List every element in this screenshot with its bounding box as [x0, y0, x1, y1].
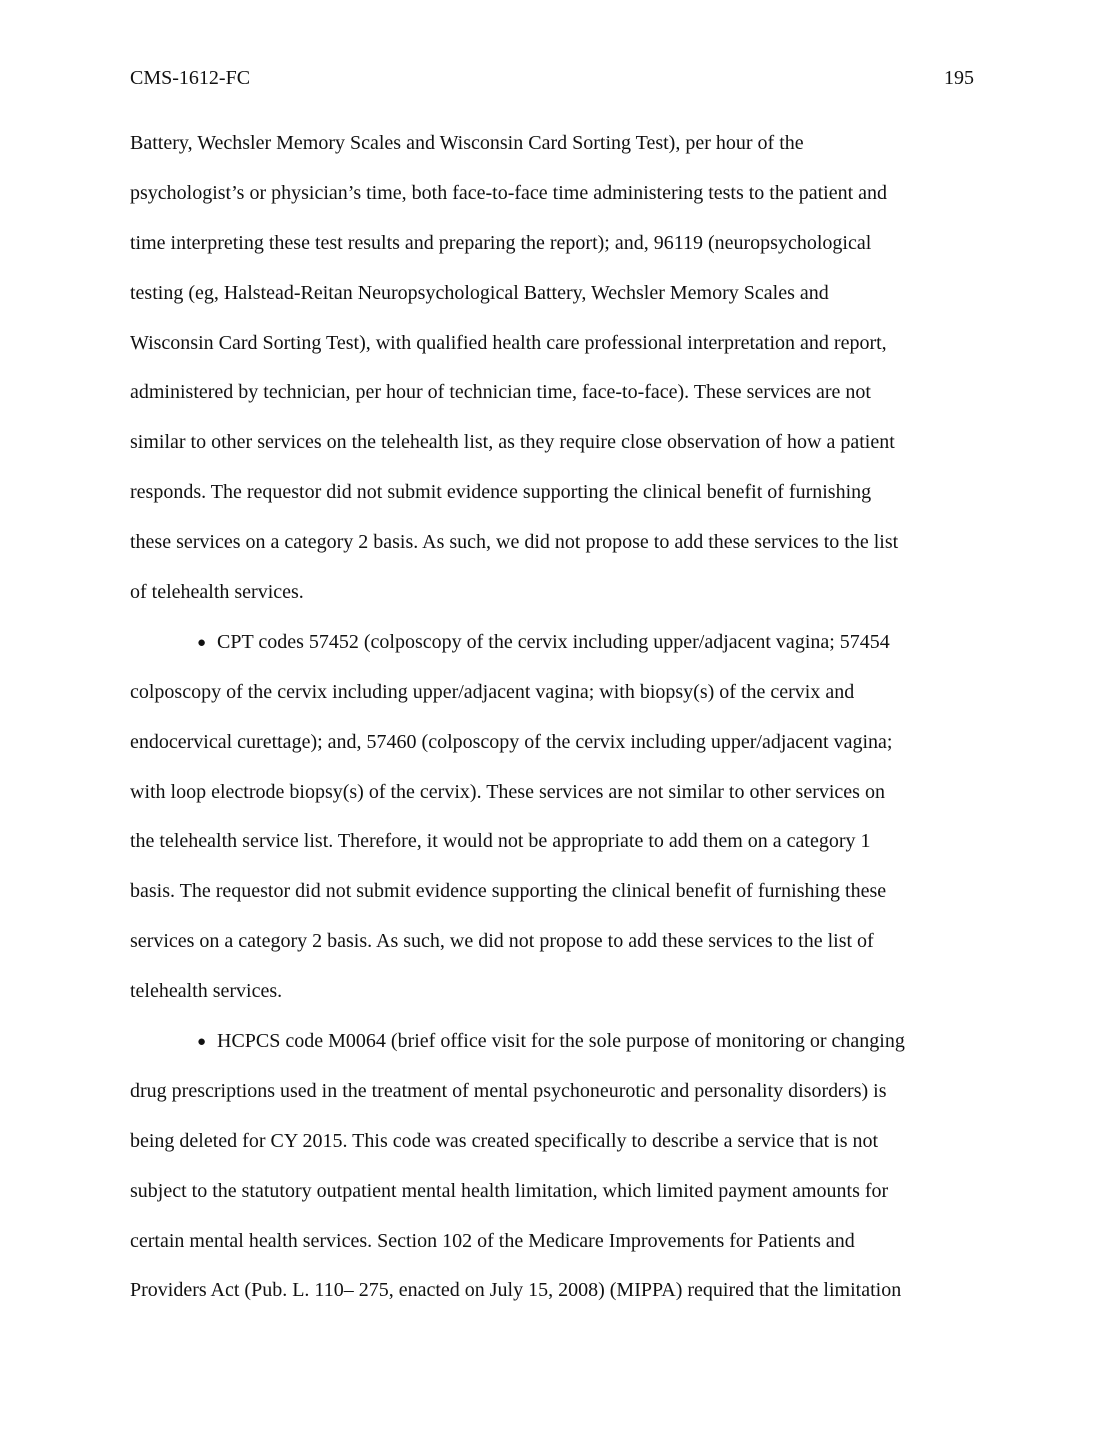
- text-line: services on a category 2 basis. As such, we did not propose to add these services to the list of: [130, 930, 874, 953]
- bullet-item-cpt-codes: [130, 627, 975, 1026]
- text-line: the telehealth service list. Therefore, it would not be appropriate to add them on a category 1: [130, 830, 871, 853]
- text-line: telehealth services.: [130, 980, 283, 1003]
- page-number: 195: [944, 67, 974, 89]
- text-line: these services on a category 2 basis. As such, we did not propose to add these services to the list: [130, 531, 899, 554]
- text-line: subject to the statutory outpatient mental health limitation, which limited payment amounts for: [130, 1179, 889, 1202]
- text-line: HCPCS code M0064 (brief office visit for the sole purpose of monitoring or changing: [217, 1030, 905, 1053]
- text-line: with loop electrode biopsy(s) of the cervix). These services are not similar to other services on: [130, 780, 885, 803]
- text-line: similar to other services on the telehealth list, as they require close observation of how a patient: [130, 431, 895, 454]
- bullet-icon: ●: [197, 1034, 207, 1051]
- text-line: psychologist’s or physician’s time, both face-to-face time administering tests to the patient and: [130, 181, 888, 204]
- text-line: being deleted for CY 2015. This code was created specifically to describe a service that is not: [130, 1129, 879, 1152]
- text-line: CPT codes 57452 (colposcopy of the cervix including upper/adjacent vagina; 57454: [217, 630, 890, 653]
- text-line: endocervical curettage); and, 57460 (colposcopy of the cervix including upper/adjacent vagina;: [130, 730, 893, 753]
- text-line: testing (eg, Halstead-Reitan Neuropsychological Battery, Wechsler Memory Scales and: [130, 281, 829, 304]
- paragraph-continued: [130, 128, 975, 627]
- text-line: Providers Act (Pub. L. 110– 275, enacted on July 15, 2008) (MIPPA) required that the limitation: [130, 1279, 902, 1302]
- text-line: responds. The requestor did not submit evidence supporting the clinical benefit of furnishing: [130, 481, 872, 504]
- text-line: Wisconsin Card Sorting Test), with qualified health care professional interpretation and report,: [130, 331, 887, 354]
- bullet-icon: ●: [197, 634, 207, 651]
- text-line: Battery, Wechsler Memory Scales and Wisconsin Card Sorting Test), per hour of the: [130, 132, 804, 154]
- text-line: of telehealth services.: [130, 581, 304, 604]
- text-line: time interpreting these test results and preparing the report); and, 96119 (neuropsychological: [130, 231, 872, 254]
- text-line: colposcopy of the cervix including upper/adjacent vagina; with biopsy(s) of the cervix and: [130, 680, 855, 703]
- text-line: certain mental health services. Section 102 of the Medicare Improvements for Patients and: [130, 1229, 855, 1252]
- document-id: CMS-1612-FC: [130, 67, 251, 89]
- bullet-item-hcpcs-code: [130, 1026, 975, 1325]
- text-line: basis. The requestor did not submit evidence supporting the clinical benefit of furnishing these: [130, 880, 887, 903]
- text-line: administered by technician, per hour of technician time, face-to-face). These services are not: [130, 381, 871, 404]
- text-line: drug prescriptions used in the treatment of mental psychoneurotic and personality disorders) is: [130, 1079, 887, 1102]
- document-body: [130, 128, 975, 1325]
